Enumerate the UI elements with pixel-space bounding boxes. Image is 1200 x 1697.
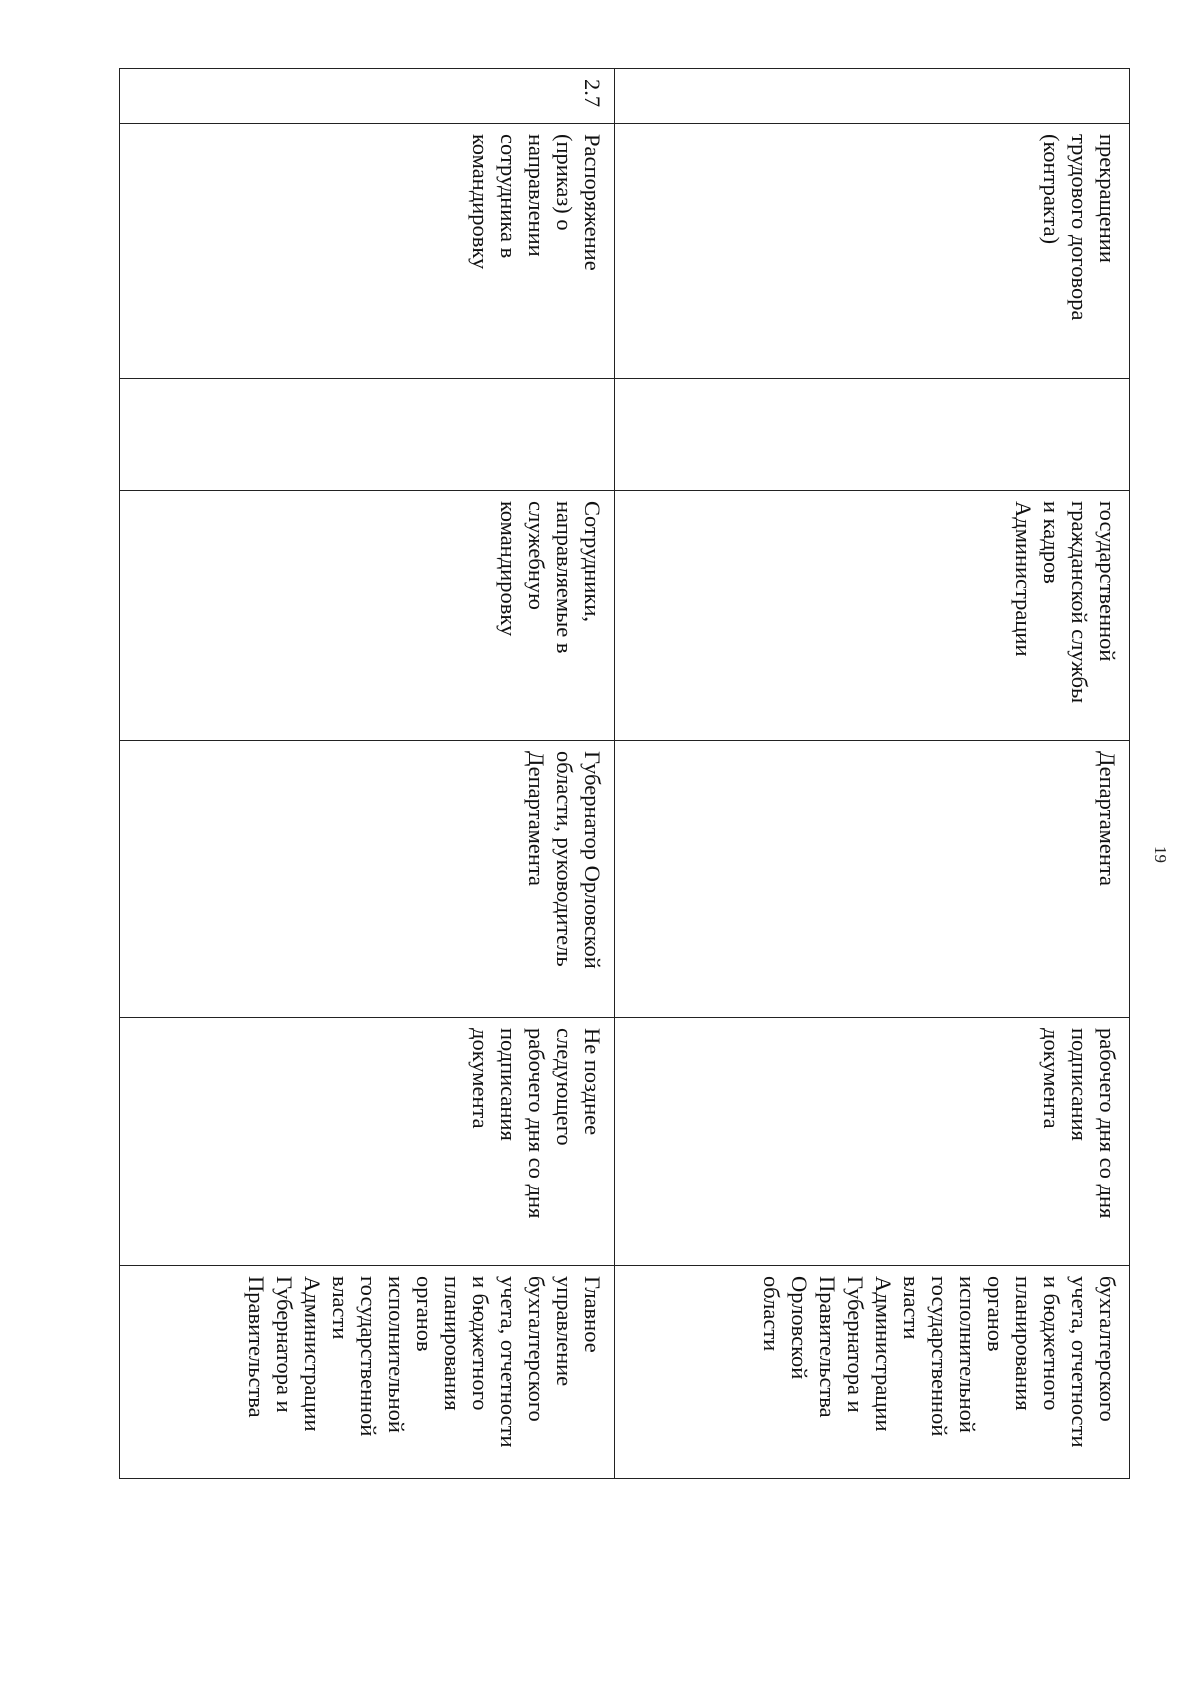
cell-subjects: государственной гражданской службы и кадров Администрации xyxy=(615,491,1130,741)
cell-deadline: Не позднее следующего рабочего дня со дня подписания документа xyxy=(120,1018,615,1266)
cell-number: 2.7 xyxy=(120,69,615,124)
cell-recipients: Главное управление бухгалтерского учета, отчетности и бюджетного планирования органов исполнительной государственной власти Администрации Губернатора и Правительства xyxy=(120,1266,615,1479)
table-row xyxy=(615,69,1130,1479)
cell-recipients: бухгалтерского учета, отчетности и бюджетного планирования органов исполнительной государственной власти Администрации Губернатора и Правительства Орловской области xyxy=(615,1266,1130,1479)
cell-subjects: Сотрудники, направляемые в служебную командировку xyxy=(120,491,615,741)
rotated-table-container xyxy=(120,68,1130,1478)
cell-signers: Департамента xyxy=(615,741,1130,1018)
cell-deadline: рабочего дня со дня подписания документа xyxy=(615,1018,1130,1266)
cell-col3 xyxy=(120,379,615,491)
cell-signers: Губернатор Орловской области, руководитель Департамента xyxy=(120,741,615,1018)
cell-col3 xyxy=(615,379,1130,491)
document-table xyxy=(119,68,1130,1479)
cell-document: Распоряжение (приказ) о направлении сотрудника в командировку xyxy=(120,124,615,379)
table-row xyxy=(120,69,615,1479)
cell-document: прекращении трудового договора (контракта) xyxy=(615,124,1130,379)
cell-number xyxy=(615,69,1130,124)
page-number: 19 xyxy=(1151,846,1170,863)
